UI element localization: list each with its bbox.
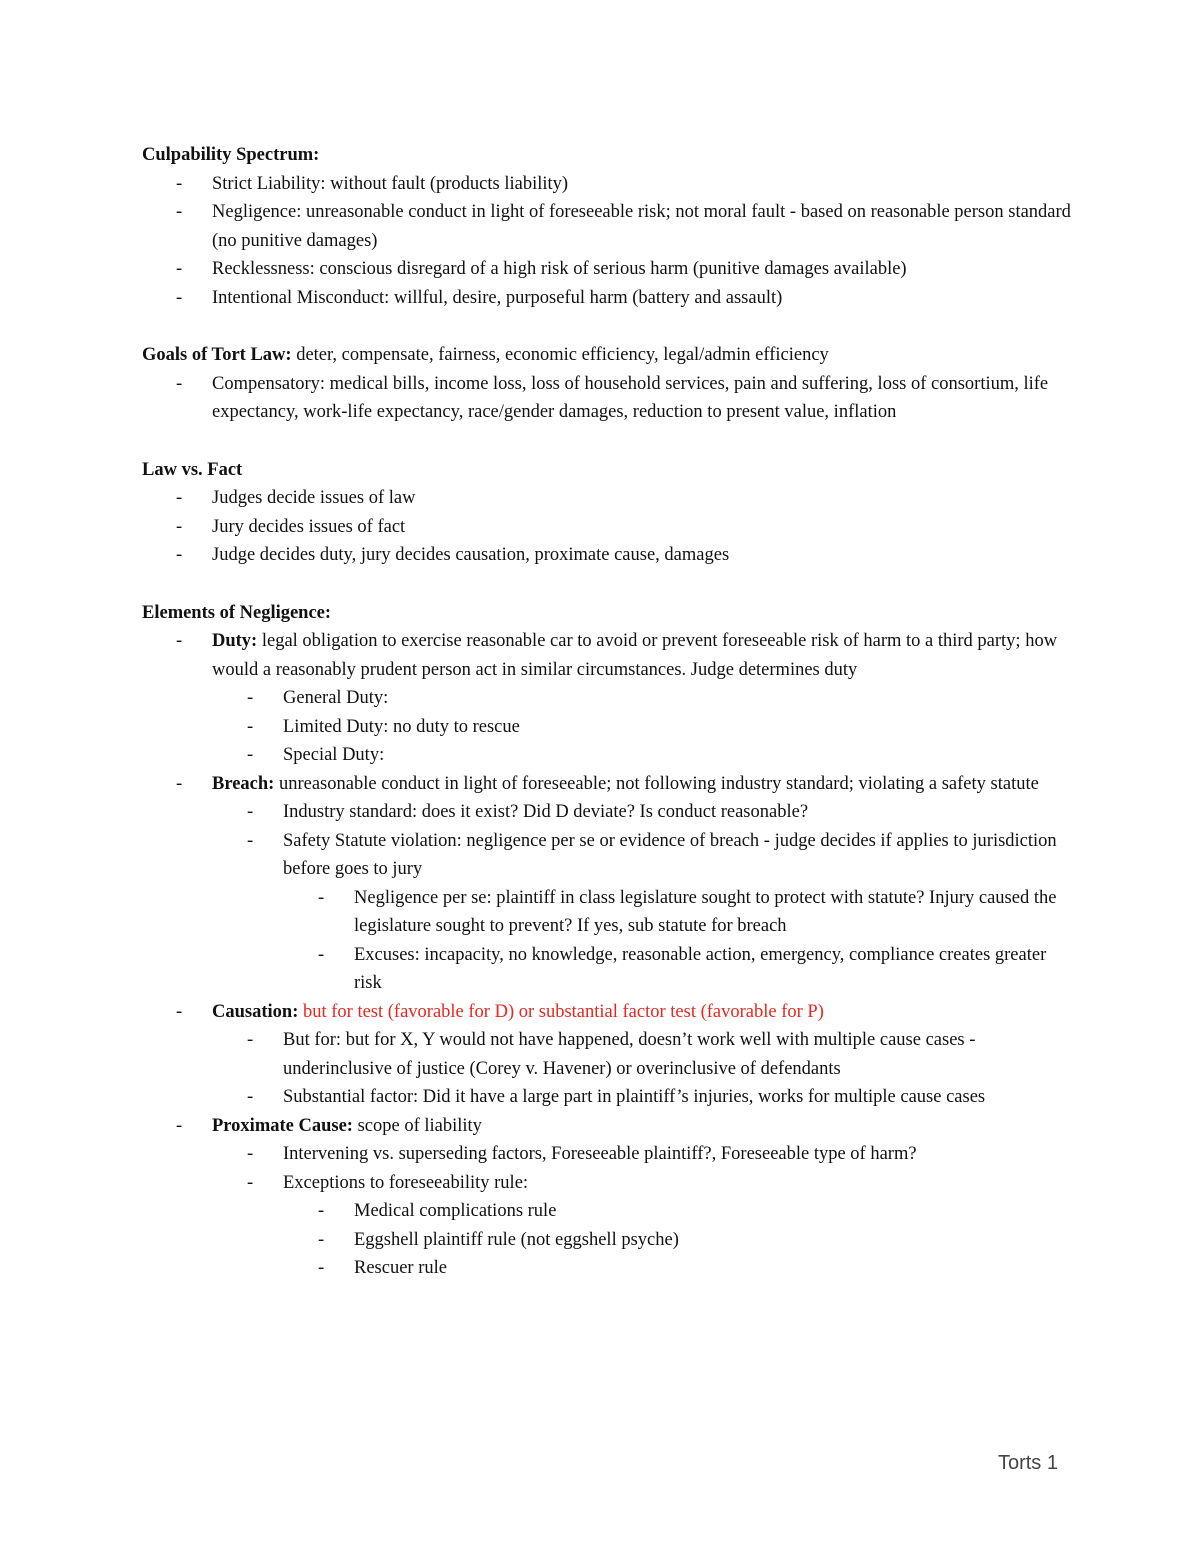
bullet-dash: - — [247, 802, 254, 822]
bullet-dash: - — [247, 745, 254, 765]
bullet-dash: - — [176, 631, 183, 651]
list-item: - Jury decides issues of fact — [142, 513, 1072, 542]
breach-label: Breach: — [212, 773, 275, 794]
list-item: - Judge decides duty, jury decides causation, proximate cause, damages — [142, 541, 1072, 570]
list-item: - Strict Liability: without fault (products liability) — [142, 170, 1072, 199]
bullet-dash: - — [247, 830, 254, 851]
bullet-dash: - — [247, 1087, 254, 1107]
bullet-dash: - — [176, 516, 183, 537]
list-item: - Industry standard: does it exist? Did D deviate? Is conduct reasonable? — [142, 798, 1072, 827]
list-item: - Eggshell plaintiff rule (not eggshell psyche) — [142, 1226, 1072, 1255]
list-item: - Intentional Misconduct: willful, desire, purposeful harm (battery and assault) — [142, 284, 1072, 313]
list-item: - Excuses: incapacity, no knowledge, reasonable action, emergency, compliance creates greater risk — [142, 941, 1072, 998]
bullet-dash: - — [176, 373, 183, 394]
bullet-dash: - — [176, 488, 183, 508]
culpability-heading: Culpability Spectrum: — [142, 145, 320, 165]
list-item: - Substantial factor: Did it have a large part in plaintiff’s injuries, works for multiple cause cases — [142, 1083, 1072, 1112]
list-item-duty: - Duty: legal obligation to exercise reasonable car to avoid or prevent foreseeable risk of harm to a third party; how would a reasonably prudent person act in similar circumstances. Judge determines duty — [142, 627, 1072, 684]
causation-label: Causation: — [212, 1001, 299, 1022]
list-item: - Special Duty: — [142, 741, 1072, 770]
page-footer: Torts 1 — [997, 1452, 1058, 1474]
causation-highlight-text: but for test (favorable for D) or substantial factor test (favorable for P) — [298, 1001, 824, 1022]
list-item: - Judges decide issues of law — [142, 484, 1072, 513]
bullet-dash: - — [176, 1115, 183, 1136]
list-item: - Negligence per se: plaintiff in class legislature sought to protect with statute? Injury caused the legislature sought to prevent? If yes, sub statute for breach — [142, 884, 1072, 941]
bullet-dash: - — [247, 1030, 254, 1050]
list-item: - Recklessness: conscious disregard of a high risk of serious harm (punitive damages available) — [142, 255, 1072, 284]
bullet-dash: - — [247, 688, 254, 708]
list-item: - Medical complications rule — [142, 1197, 1072, 1226]
list-item: - Rescuer rule — [142, 1254, 1072, 1283]
notes-content — [142, 141, 1072, 1283]
section-culpability — [142, 141, 1072, 312]
bullet-dash: - — [247, 1144, 254, 1164]
bullet-dash: - — [247, 716, 254, 737]
bullet-dash: - — [176, 259, 183, 279]
bullet-dash: - — [176, 173, 183, 194]
list-item: - Exceptions to foreseeability rule: — [142, 1169, 1072, 1198]
bullet-dash: - — [176, 773, 183, 794]
bullet-dash: - — [318, 944, 325, 965]
negligence-heading: Elements of Negligence: — [142, 602, 332, 623]
goals-list — [142, 370, 1072, 427]
section-goals — [142, 341, 1072, 427]
bullet-dash: - — [176, 545, 183, 565]
section-law-vs-fact — [142, 456, 1072, 570]
lawfact-heading: Law vs. Fact — [142, 459, 243, 480]
list-item-breach: - Breach: unreasonable conduct in light of foreseeable; not following industry standard; violating a safety statute — [142, 770, 1072, 799]
list-item: - Compensatory: medical bills, income loss, loss of household services, pain and suffering, loss of consortium, life expectancy, work-life expectancy, race/gender damages, reduction to present value, inflation — [142, 370, 1072, 427]
list-item: - Intervening vs. superseding factors, Foreseeable plaintiff?, Foreseeable type of harm? — [142, 1140, 1072, 1169]
culpability-list — [142, 170, 1072, 313]
negligence-list — [142, 627, 1072, 1283]
list-item: - Safety Statute violation: negligence per se or evidence of breach - judge decides if applies to jurisdiction before goes to jury — [142, 827, 1072, 884]
bullet-dash: - — [318, 887, 325, 908]
list-item: - But for: but for X, Y would not have happened, doesn’t work well with multiple cause cases - underinclusive of justice (Corey v. Havener) or overinclusive of defendants — [142, 1026, 1072, 1083]
bullet-dash: - — [176, 287, 183, 308]
section-negligence — [142, 599, 1072, 1283]
list-item-causation — [142, 998, 1072, 1027]
goals-heading-text: deter, compensate, fairness, economic efficiency, legal/admin efficiency — [291, 345, 829, 365]
proximate-label: Proximate Cause: — [212, 1115, 353, 1136]
bullet-dash: - — [318, 1229, 325, 1250]
bullet-dash: - — [318, 1201, 325, 1221]
goals-heading: Goals of Tort Law: — [142, 345, 292, 365]
bullet-dash: - — [247, 1172, 254, 1193]
bullet-dash: - — [176, 1001, 183, 1022]
list-item-proximate-cause: - Proximate Cause: scope of liability — [142, 1112, 1072, 1141]
list-item: - General Duty: — [142, 684, 1072, 713]
lawfact-list — [142, 484, 1072, 570]
list-item: - Limited Duty: no duty to rescue — [142, 713, 1072, 742]
bullet-dash: - — [318, 1258, 325, 1278]
duty-label: Duty: — [212, 631, 258, 651]
list-item: - Negligence: unreasonable conduct in light of foreseeable risk; not moral fault - based on reasonable person standard (no punitive damages) — [142, 198, 1072, 255]
bullet-dash: - — [176, 202, 183, 222]
